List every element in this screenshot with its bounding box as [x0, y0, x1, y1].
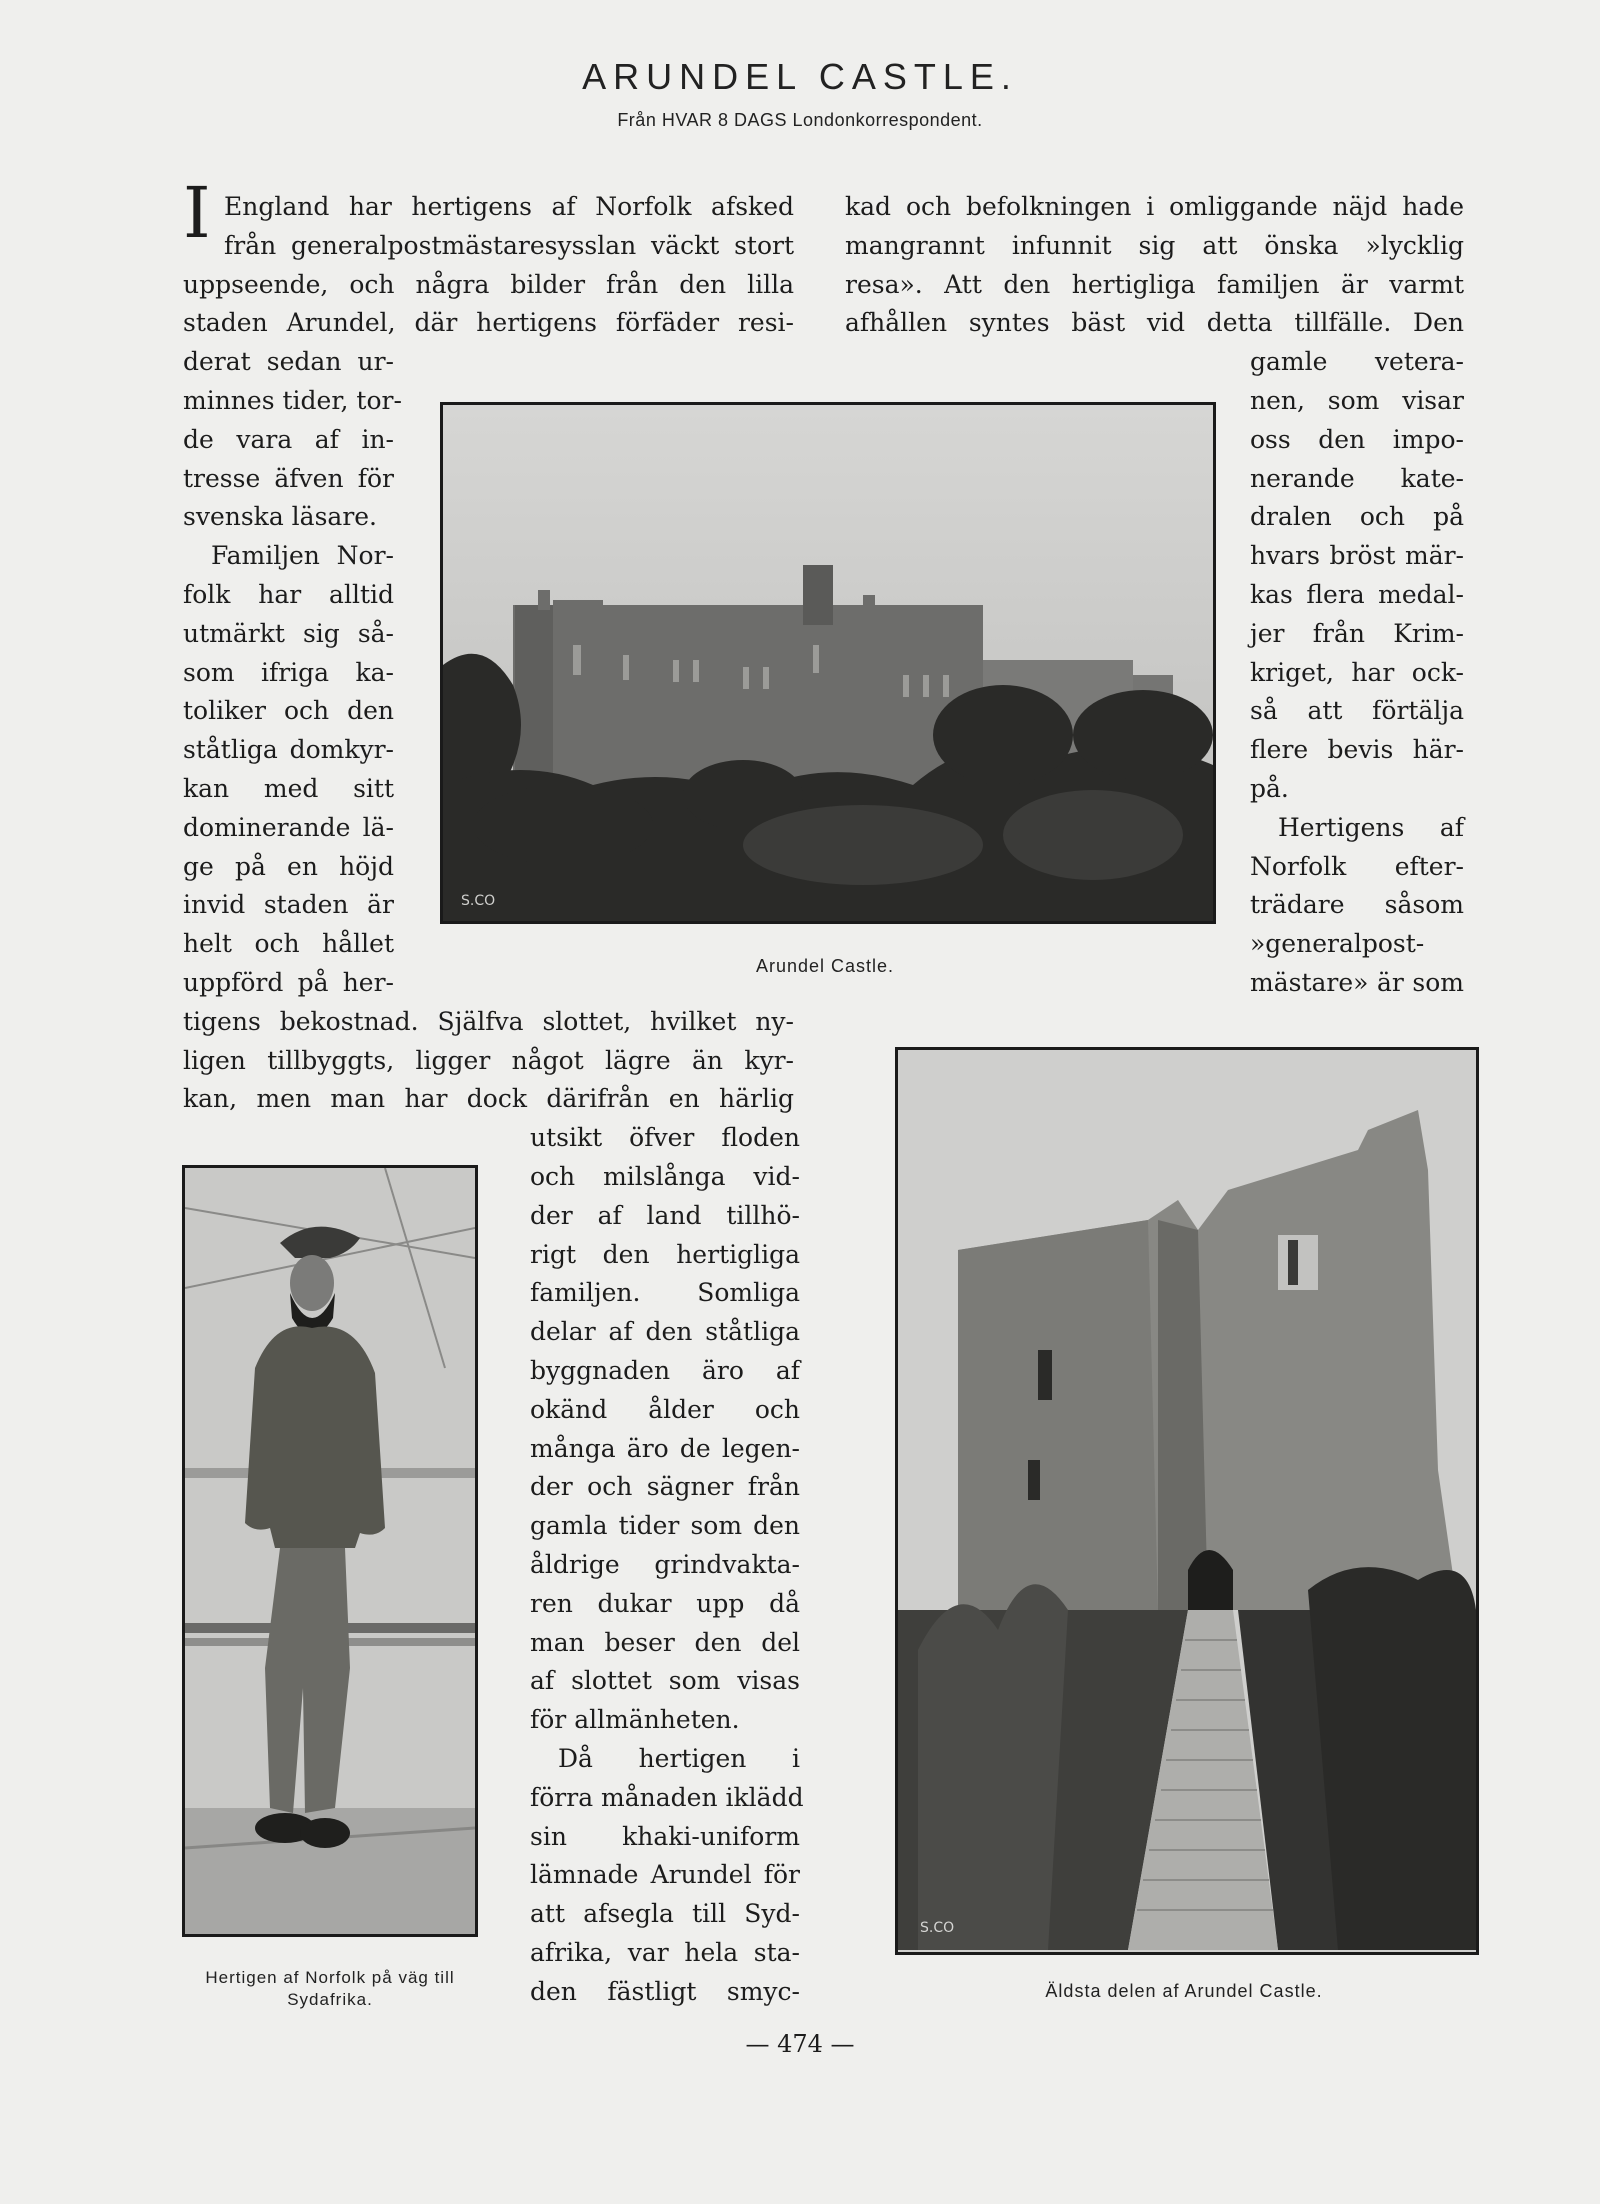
- duke-caption-line-1: Hertigen af Norfolk på väg till: [205, 1968, 455, 1987]
- text-line: folk har alltid: [183, 580, 394, 609]
- text-line: flere bevis här-: [1250, 735, 1464, 765]
- duke-caption-line-2: Sydafrika.: [287, 1990, 373, 2009]
- text-line: förra månaden iklädd: [530, 1782, 804, 1812]
- article-subtitle: Från HVAR 8 DAGS Londonkorrespondent.: [617, 110, 983, 130]
- text-line: sin khaki-uniform: [530, 1821, 800, 1851]
- text-line: och milslånga vid-: [530, 1162, 800, 1191]
- text-line: minnes tider, tor-: [183, 386, 402, 415]
- text-line: som ifriga ka-: [183, 657, 394, 687]
- duke-photo: [182, 1165, 478, 1937]
- text-line: byggnaden äro af: [530, 1356, 800, 1385]
- text-line: man beser den del: [530, 1627, 800, 1657]
- text-line: familjen. Somliga: [530, 1278, 800, 1308]
- text-line: afrika, var hela sta-: [530, 1938, 800, 1967]
- text-line: de vara af in-: [183, 424, 394, 454]
- text-line: Familjen Nor-: [211, 541, 394, 571]
- text-line: svenska läsare.: [183, 502, 378, 532]
- text-line: många äro de legen-: [530, 1433, 800, 1463]
- text-line: nerande kate-: [1250, 463, 1464, 493]
- text-line: trädare såsom: [1250, 890, 1464, 920]
- ruin-caption: Äldsta delen af Arundel Castle.: [1045, 1981, 1323, 2001]
- text-line: uppförd på her-: [183, 968, 394, 997]
- text-line: rigt den hertigliga: [530, 1239, 800, 1269]
- text-line: så att förtälja: [1250, 696, 1464, 726]
- text-line: ligen tillbyggts, ligger något lägre än kyr-: [183, 1045, 794, 1075]
- text-line: kas flera medal-: [1250, 580, 1464, 609]
- text-line: der af land tillhö-: [530, 1200, 800, 1230]
- text-line: nen, som visar: [1250, 386, 1464, 415]
- text-line: dralen och på: [1250, 502, 1464, 532]
- text-line: på.: [1250, 774, 1289, 803]
- text-line: för allmänheten.: [530, 1705, 740, 1735]
- text-line: tresse äfven för: [183, 463, 394, 493]
- text-line: jer från Krim-: [1250, 618, 1464, 648]
- text-line: Hertigens af: [1278, 812, 1464, 842]
- ruin-photo: [895, 1047, 1479, 1955]
- text-line: ståtliga domkyr-: [183, 735, 394, 765]
- text-line: tigens bekostnad. Själfva slottet, hvilket ny-: [183, 1006, 794, 1036]
- engraver-mark: S.CO: [461, 893, 496, 909]
- text-line: kan med sitt: [183, 774, 394, 803]
- text-line: dominerande lä-: [183, 812, 394, 842]
- text-line: invid staden är: [183, 890, 394, 920]
- text-line: England har hertigens af Norfolk afsked: [224, 192, 794, 221]
- text-line: ren dukar upp då: [530, 1588, 800, 1618]
- text-line: utsikt öfver floden: [530, 1123, 800, 1153]
- text-line: »generalpost-: [1250, 929, 1425, 959]
- text-line: Då hertigen i: [558, 1744, 800, 1773]
- text-line: mästare» är som: [1250, 968, 1464, 997]
- text-line: ge på en höjd: [183, 851, 394, 881]
- text-line: åldrige grindvakta-: [530, 1550, 800, 1579]
- text-line: staden Arundel, där hertigens förfäder resi-: [183, 308, 794, 338]
- text-line: toliker och den: [183, 696, 394, 726]
- text-line: kan, men man har dock därifrån en härlig: [183, 1084, 794, 1114]
- text-line: oss den impo-: [1250, 424, 1464, 454]
- text-line: gamla tider som den: [530, 1511, 800, 1541]
- article-title: ARUNDEL CASTLE.: [582, 56, 1018, 97]
- text-line: den fästligt smyc-: [530, 1976, 800, 2006]
- text-line: afhållen syntes bäst vid detta tillfälle. Den: [845, 308, 1464, 338]
- engraver-mark: S.CO: [920, 1920, 955, 1936]
- text-line: kriget, har ock-: [1250, 657, 1464, 687]
- text-line: resa». Att den hertigliga familjen är varmt: [845, 269, 1464, 299]
- page-number: — 474 —: [745, 2030, 855, 2058]
- text-line: delar af den ståtliga: [530, 1317, 800, 1347]
- text-line: af slottet som visas: [530, 1666, 800, 1696]
- text-line: att afsegla till Syd-: [530, 1899, 800, 1929]
- text-line: helt och hållet: [183, 929, 394, 959]
- castle-photo: [440, 402, 1216, 924]
- text-line: gamle vetera-: [1250, 347, 1464, 377]
- drop-cap: I: [183, 172, 211, 254]
- text-line: okänd ålder och: [530, 1394, 800, 1424]
- text-line: hvars bröst mär-: [1250, 541, 1464, 571]
- text-line: från generalpostmästaresysslan väckt stort: [224, 230, 794, 260]
- text-line: derat sedan ur-: [183, 347, 394, 377]
- text-line: mangrannt infunnit sig att önska »lycklig: [845, 230, 1464, 260]
- text-line: Norfolk efter-: [1250, 851, 1464, 881]
- text-line: lämnade Arundel för: [530, 1860, 800, 1890]
- text-line: utmärkt sig så-: [183, 618, 394, 648]
- text-line: kad och befolkningen i omliggande näjd hade: [845, 192, 1464, 221]
- text-line: der och sägner från: [530, 1472, 800, 1502]
- castle-caption: Arundel Castle.: [755, 956, 895, 976]
- text-line: uppseende, och några bilder från den lilla: [183, 269, 794, 299]
